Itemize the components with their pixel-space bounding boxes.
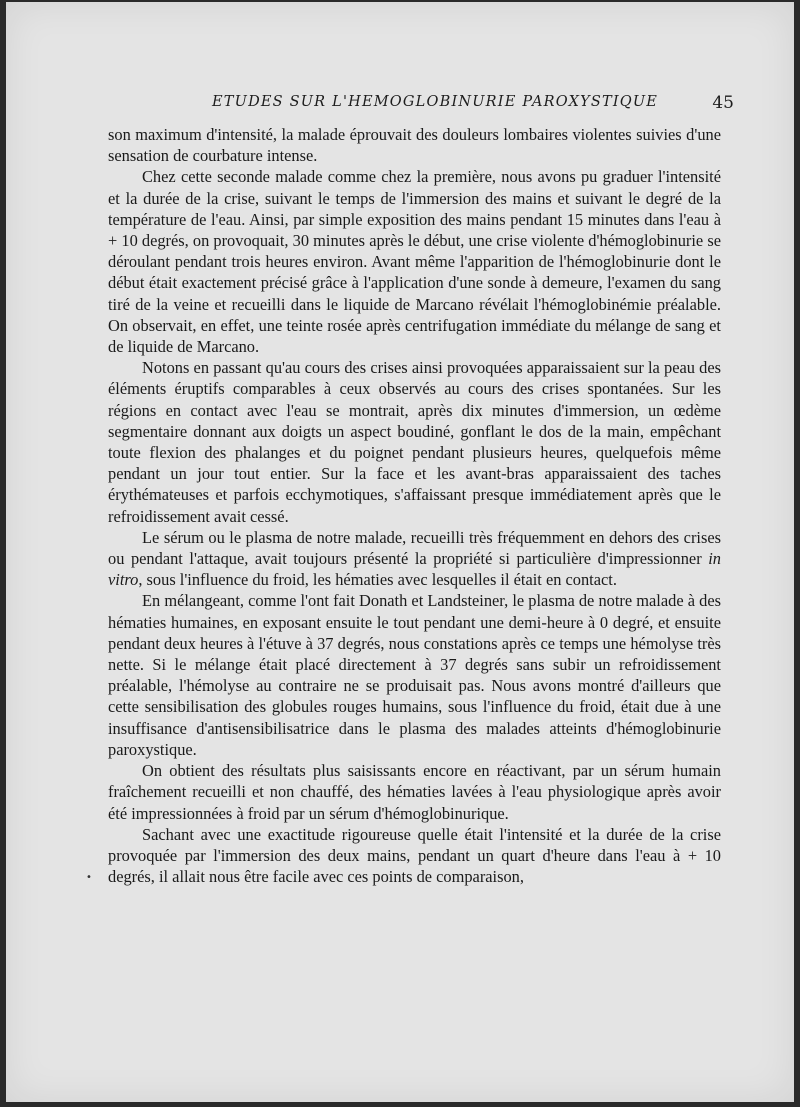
paragraph-text: , sous l'influence du froid, les hématies avec lesquelles il était en contact. xyxy=(138,570,617,590)
paragraph: son maximum d'intensité, la malade éprouvait des douleurs lombaires violentes suivies d'une sensation de courbature intense. xyxy=(108,125,721,166)
paragraph xyxy=(108,527,721,591)
italic-phrase: in vitro xyxy=(108,549,721,590)
paragraph: Notons en passant qu'au cours des crises ainsi provoquées apparaissaient sur la peau des éléments éruptifs comparables à ceux observés au cours des crises spontanées. Sur les régions en contact avec l'eau se montrait, après dix minutes d'immersion, un œdème segmentaire donnant aux doigts un aspect boudiné, gonflant le dos de la main, empêchant toute flexion des phalanges et du poignet pendant plusieurs heures, quelquefois même pendant un jour tout entier. Sur la face et les avant-bras apparaissaient des taches érythémateuses et parfois ecchymotiques, s'affaissant presque immédiatement après que le refroidissement avait cessé. xyxy=(108,358,721,526)
page-header xyxy=(112,94,734,116)
paragraph: Sachant avec une exactitude rigoureuse quelle était l'intensité et la durée de la crise provoquée par l'immersion des deux mains, pendant un quart d'heure dans l'eau à + 10 degrés, il allait nous être facile avec ces points de comparaison, xyxy=(108,824,721,887)
body-text xyxy=(108,124,721,887)
page-number: 45 xyxy=(712,93,734,113)
paragraph: En mélangeant, comme l'ont fait Donath et Landsteiner, le plasma de notre malade à des hématies humaines, en exposant ensuite le tout pendant une demi-heure à 0 degré, et ensuite pendant deux heures à l'étuve à 37 degrés, nous constations après ce temps une hémolyse très nette. Si le mélange était placé directement à 37 degrés sans subir un refroidissement préalable, l'hémolyse au contraire ne se produisait pas. Nous avons montré d'ailleurs que cette sensibilisation des globules rouges humains, sous l'influence du froid, était due à une insuffisance d'antisensibilisatrice dans le plasma des malades atteints d'hémoglobinurie paroxystique. xyxy=(108,591,721,759)
margin-mark: • xyxy=(86,872,92,883)
paragraph: Chez cette seconde malade comme chez la première, nous avons pu graduer l'intensité et la durée de la crise, suivant le temps de l'immersion des mains et suivant le degré de la température de l'eau. Ainsi, par simple exposition des mains pendant 15 minutes dans l'eau à + 10 degrés, on provoquait, 30 minutes après le début, une crise violente d'hémoglobinurie se déroulant pendant trois heures environ. Avant même l'apparition de l'hémoglobinurie dont le début était exactement précisé grâce à l'application d'une sonde à demeure, l'examen du sang tiré de la veine et recueilli dans le liquide de Marcano révélait l'hémoglobinémie préalable. On observait, en effet, une teinte rosée après centrifugation immédiate du mélange de sang et de liquide de Marcano. xyxy=(108,167,721,357)
paragraph: On obtient des résultats plus saisissants encore en réactivant, par un sérum humain fraîchement recueilli et non chauffé, des hématies lavées à l'eau physiologique après avoir été impressionnées à froid par un sérum d'hémoglobinurique. xyxy=(108,761,721,823)
running-title: ETUDES SUR L'HEMOGLOBINURIE PAROXYSTIQUE xyxy=(212,94,659,110)
paragraph-text: Le sérum ou le plasma de notre malade, recueilli très fréquemment en dehors des crises ou pendant l'attaque, avait toujours présenté la propriété si particulière d'impressionner xyxy=(108,527,721,569)
